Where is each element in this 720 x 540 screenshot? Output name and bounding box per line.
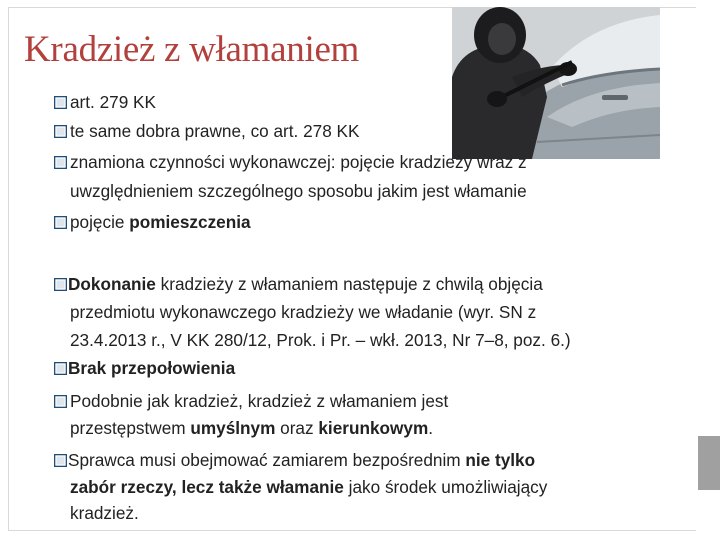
list-item-continuation: przestępstwem umyślnym oraz kierunkowym.	[70, 418, 434, 438]
checkbox-bullet-icon	[54, 125, 67, 138]
checkbox-bullet-icon	[54, 395, 67, 408]
list-item-continuation: przedmiotu wykonawczego kradzieży we władanie (wyr. SN z	[70, 302, 537, 322]
checkbox-bullet-icon	[54, 278, 67, 291]
list-item: pojęcie pomieszczenia	[54, 212, 251, 232]
list-item: Dokonanie kradzieży z włamaniem następuje z chwilą objęcia	[54, 274, 543, 294]
list-item: Brak przepołowienia	[54, 358, 235, 378]
checkbox-bullet-icon	[54, 362, 67, 375]
list-item-continuation: zabór rzeczy, lecz także włamanie jako środek umożliwiający	[70, 477, 548, 497]
frame-line-bottom	[8, 530, 696, 531]
list-item-continuation: uwzględnieniem szczególnego sposobu jakim jest włamanie	[70, 181, 527, 201]
list-item-continuation: kradzież.	[70, 503, 139, 523]
list-item: te same dobra prawne, co art. 278 KK	[54, 121, 360, 141]
side-accent-block	[698, 436, 720, 490]
list-item: Sprawca musi obejmować zamiarem bezpośrednim nie tylko	[54, 450, 535, 470]
checkbox-bullet-icon	[54, 216, 67, 229]
slide-title: Kradzież z włamaniem	[24, 29, 360, 70]
list-item: Podobnie jak kradzież, kradzież z włamaniem jest	[54, 391, 448, 411]
checkbox-bullet-icon	[54, 156, 67, 169]
list-item-continuation: 23.4.2013 r., V KK 280/12, Prok. i Pr. – wkł. 2013, Nr 7–8, poz. 6.)	[70, 330, 571, 350]
checkbox-bullet-icon	[54, 96, 67, 109]
checkbox-bullet-icon	[54, 454, 67, 467]
list-item: art. 279 KK	[54, 92, 156, 112]
list-item: znamiona czynności wykonawczej: pojęcie kradzieży wraz z	[54, 152, 527, 172]
frame-line-left	[8, 7, 9, 530]
car-break-in-photo	[452, 7, 660, 159]
